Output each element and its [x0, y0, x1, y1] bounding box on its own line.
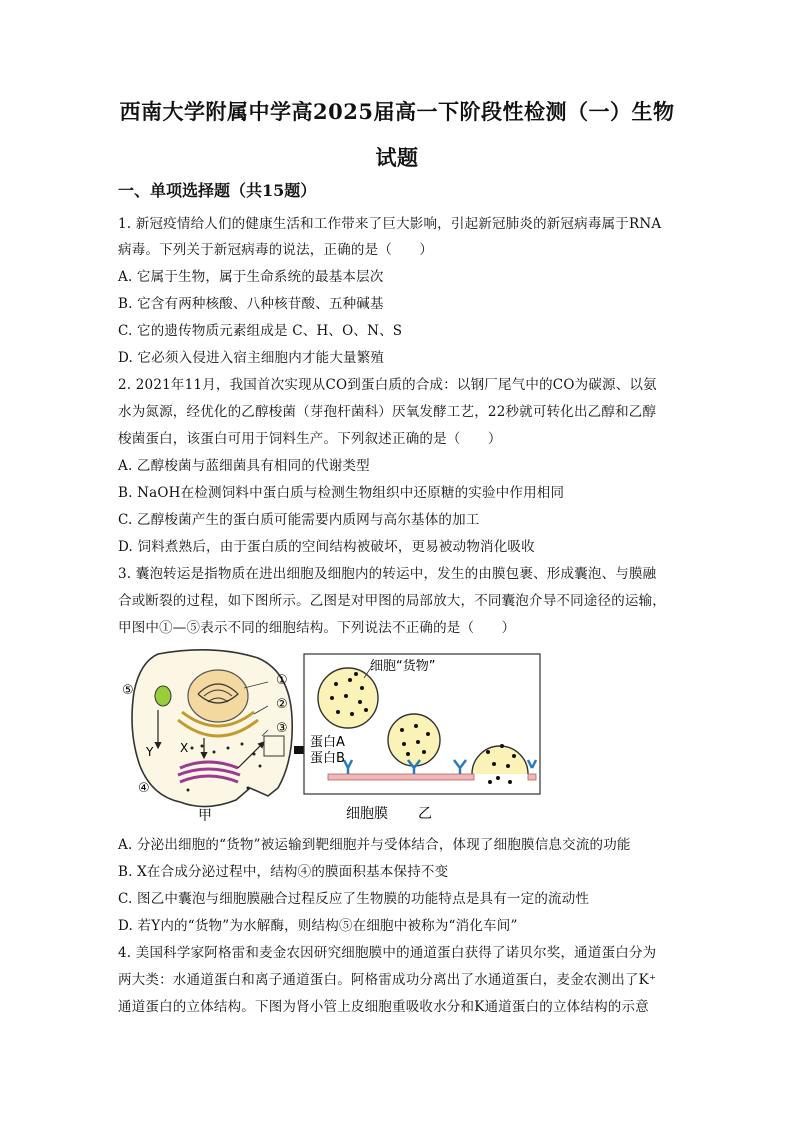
exam-title-line-1: 西南大学附属中学高2025届高一下阶段性检测（一）生物: [119, 99, 675, 124]
q1-option-b: B. 它含有两种核酸、八种核苷酸、五种碱基: [118, 296, 384, 312]
membrane-label: 细胞膜: [346, 806, 388, 822]
q1-option-d: D. 它必须入侵进入宿主细胞内才能大量繁殖: [118, 350, 385, 366]
label-2: ②: [276, 697, 288, 712]
nucleus-icon: [188, 670, 248, 722]
q3-option-a: A. 分泌出细胞的“货物”被运输到靶细胞并与受体结合，体现了细胞膜信息交流的功能: [118, 837, 631, 853]
vesicle-2: [388, 714, 440, 766]
q2-stem-line-3: 梭菌蛋白，该蛋白可用于饲料生产。下列叙述正确的是（ ）: [118, 431, 502, 447]
cargo-label: 细胞“货物”: [370, 659, 436, 674]
vesicle-1: [318, 668, 378, 728]
q3-stem-line-1: 3. 囊泡转运是指物质在进出细胞及细胞内的转运中，发生的由膜包裹、形成囊泡、与膜融: [118, 566, 657, 582]
q4-stem-line-1: 4. 美国科学家阿格雷和麦金农因研究细胞膜中的通道蛋白获得了诺贝尔奖，通道蛋白分为: [118, 945, 657, 961]
q2-option-a: A. 乙醇梭菌与蓝细菌具有相同的代谢类型: [118, 458, 370, 474]
section-heading: 一、单项选择题（共15题）: [118, 181, 317, 200]
q3-option-d: D. 若Y内的“货物”为水解酶，则结构⑤在细胞中被称为“消化车间”: [118, 918, 518, 934]
q3-option-b: B. X在合成分泌过程中，结构④的膜面积基本保持不变: [118, 864, 449, 880]
label-y: Y: [146, 745, 154, 759]
q3-stem-line-3: 甲图中①—⑤表示不同的细胞结构。下列说法不正确的是（ ）: [118, 620, 516, 636]
q1-stem-line-1: 1. 新冠疫情给人们的健康生活和工作带来了巨大影响，引起新冠肺炎的新冠病毒属于RNA: [118, 216, 662, 232]
q2-option-b: B. NaOH在检测饲料中蛋白质与检测生物组织中还原糖的实验中作用相同: [118, 485, 565, 501]
label-4: ④: [138, 781, 150, 796]
q2-option-d: D. 饲料煮熟后，由于蛋白质的空间结构被破坏，更易被动物消化吸收: [118, 539, 535, 555]
q3-stem-line-2: 合或断裂的过程，如下图所示。乙图是对甲图的局部放大，不同囊泡介导不同途径的运输，: [118, 593, 666, 609]
q1-option-a: A. 它属于生物，属于生命系统的最基本层次: [118, 269, 384, 285]
exam-title-line-2: 试题: [375, 145, 419, 170]
q4-stem-line-3: 通道蛋白的立体结构。下图为肾小管上皮细胞重吸收水分和K通道蛋白的立体结构的示意: [118, 999, 649, 1015]
q2-stem-line-1: 2. 2021年11月，我国首次实现从CO到蛋白质的合成：以钢厂尾气中的CO为碳源、以氨: [118, 377, 657, 393]
cell-membrane-bar: [328, 774, 474, 780]
protein-a-label: 蛋白A: [310, 735, 345, 750]
q1-stem-line-2: 病毒。下列关于新冠病毒的说法，正确的是（ ）: [118, 242, 434, 258]
q2-stem-line-2: 水为氮源，经优化的乙醇梭菌（芽孢杆菌科）厌氧发酵工艺，22秒就可转化出乙醇和乙醇: [118, 404, 657, 420]
q1-option-c: C. 它的遗传物质元素组成是 C、H、O、N、S: [118, 323, 403, 339]
label-x: X: [180, 741, 189, 755]
label-5: ⑤: [122, 683, 134, 698]
q3-option-c: C. 图乙中囊泡与细胞膜融合过程反应了生物膜的功能特点是具有一定的流动性: [118, 891, 590, 907]
label-3: ③: [276, 721, 288, 736]
label-1: ①: [276, 673, 288, 688]
q2-option-c: C. 乙醇梭菌产生的蛋白质可能需要内质网与高尔基体的加工: [118, 512, 480, 528]
q4-stem-line-2: 两大类：水通道蛋白和离子通道蛋白。阿格雷成功分离出了水通道蛋白，麦金农测出了K⁺: [118, 972, 657, 988]
protein-b-label: 蛋白B: [310, 751, 345, 766]
label-jia: 甲: [198, 808, 212, 824]
q3-figure: [118, 648, 548, 824]
lysosome-icon: [155, 686, 171, 706]
label-yi: 乙: [418, 806, 432, 822]
